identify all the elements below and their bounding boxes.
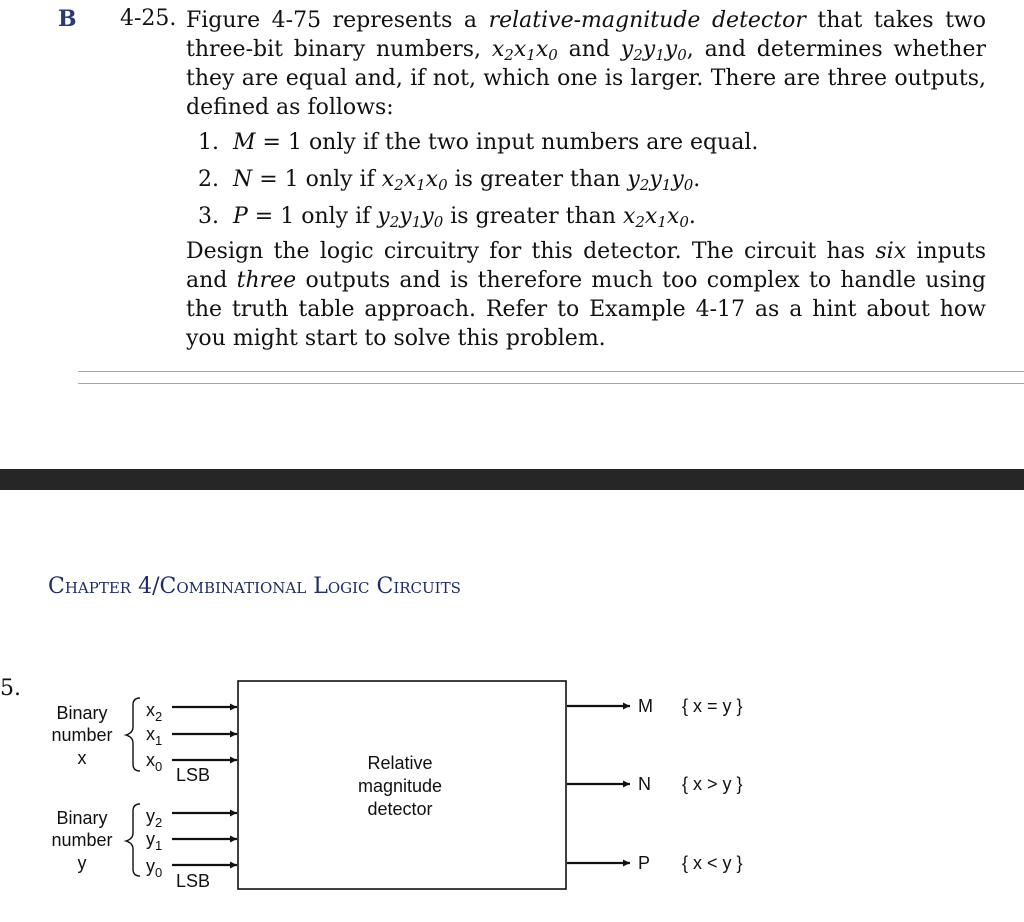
input-x0-label: $x_0$ xyxy=(146,750,163,774)
item-text: . xyxy=(688,204,696,229)
input-y0-label: $y_0$ xyxy=(146,856,163,880)
lsb-label: LSB xyxy=(176,765,211,785)
divider-rule xyxy=(78,371,1024,372)
var-x2x1x0: $x_2x_1x_0$ xyxy=(622,204,689,231)
detector-label: magnitude xyxy=(357,776,443,796)
input-x1-label: $x_1$ xyxy=(146,724,163,748)
intro-text: and xyxy=(557,37,621,62)
item-text: = 1 only if the two input numbers are equal. xyxy=(255,130,759,155)
group-x-label: Binary xyxy=(56,703,108,723)
difficulty-marker: B xyxy=(58,6,77,32)
item-number: 1. xyxy=(198,130,219,155)
item-text: = 1 only if xyxy=(252,167,382,192)
group-y-label: y xyxy=(77,853,87,873)
group-y-label: number xyxy=(51,830,113,850)
list-item xyxy=(198,165,700,194)
var-y2y1y0: $y_2y_1y_0$ xyxy=(627,167,694,194)
item-text: is greater than xyxy=(447,167,628,192)
var-x2x1x0: $x_2x_1x_0$ xyxy=(491,37,558,64)
output-n-label: N xyxy=(638,774,651,794)
input-y2-label: $y_2$ xyxy=(146,806,163,830)
left-brace-icon xyxy=(126,804,140,876)
page-break-bar xyxy=(0,469,1024,490)
list-item xyxy=(198,128,758,157)
var-y2y1y0: $y_2y_1y_0$ xyxy=(377,204,444,231)
group-y-label: Binary xyxy=(56,808,108,828)
problem-intro xyxy=(186,6,986,122)
list-item xyxy=(198,202,696,231)
item-number: 2. xyxy=(198,167,219,192)
output-p-label: P xyxy=(638,853,651,873)
group-x-label: number xyxy=(51,725,113,745)
chapter-heading: Chapter 4/Combinational Logic Circuits xyxy=(48,574,461,599)
item-text: . xyxy=(693,167,701,192)
input-y1-label: $y_1$ xyxy=(146,829,163,853)
output-m-condition: { x = y } xyxy=(682,696,743,716)
relative-magnitude-detector-figure xyxy=(0,660,1024,922)
design-paragraph: Design the logic circuitry for this detector. The circuit has six inputs and three outputs and is therefore much too complex to handle using the truth table approach. Refer to Example 4-17 as a hint about how you might start to solve this problem. xyxy=(186,239,986,351)
left-brace-icon xyxy=(126,698,140,771)
output-n-condition: { x > y } xyxy=(682,774,743,794)
output-m-label: M xyxy=(638,696,653,716)
group-x-label: x xyxy=(77,748,87,768)
output-var: M xyxy=(233,130,256,155)
item-number: 3. xyxy=(198,204,219,229)
var-x2x1x0: $x_2x_1x_0$ xyxy=(381,167,448,194)
output-var: P xyxy=(233,204,248,229)
item-text: = 1 only if xyxy=(247,204,378,229)
output-var: N xyxy=(233,167,253,192)
item-text: is greater than xyxy=(443,204,623,229)
detector-label: Relative xyxy=(367,753,433,773)
detector-label: detector xyxy=(367,799,433,819)
problem-number-fragment: 5. xyxy=(0,676,21,701)
intro-text: , and determines whether they are equal and, if not, which one is larger. There are three outputs, defined as follows: xyxy=(186,37,986,120)
var-y2y1y0: $y_2y_1y_0$ xyxy=(620,37,687,64)
intro-text: Figure 4-75 represents a xyxy=(186,8,489,33)
intro-text: that takes two three-bit binary numbers, xyxy=(186,8,986,62)
lsb-label: LSB xyxy=(176,871,211,891)
intro-emphasis: relative-magnitude detector xyxy=(488,8,806,33)
output-p-condition: { x < y } xyxy=(682,853,743,873)
divider-rule xyxy=(78,383,1024,384)
problem-number: 4-25. xyxy=(120,6,177,31)
input-x2-label: $x_2$ xyxy=(146,700,163,724)
